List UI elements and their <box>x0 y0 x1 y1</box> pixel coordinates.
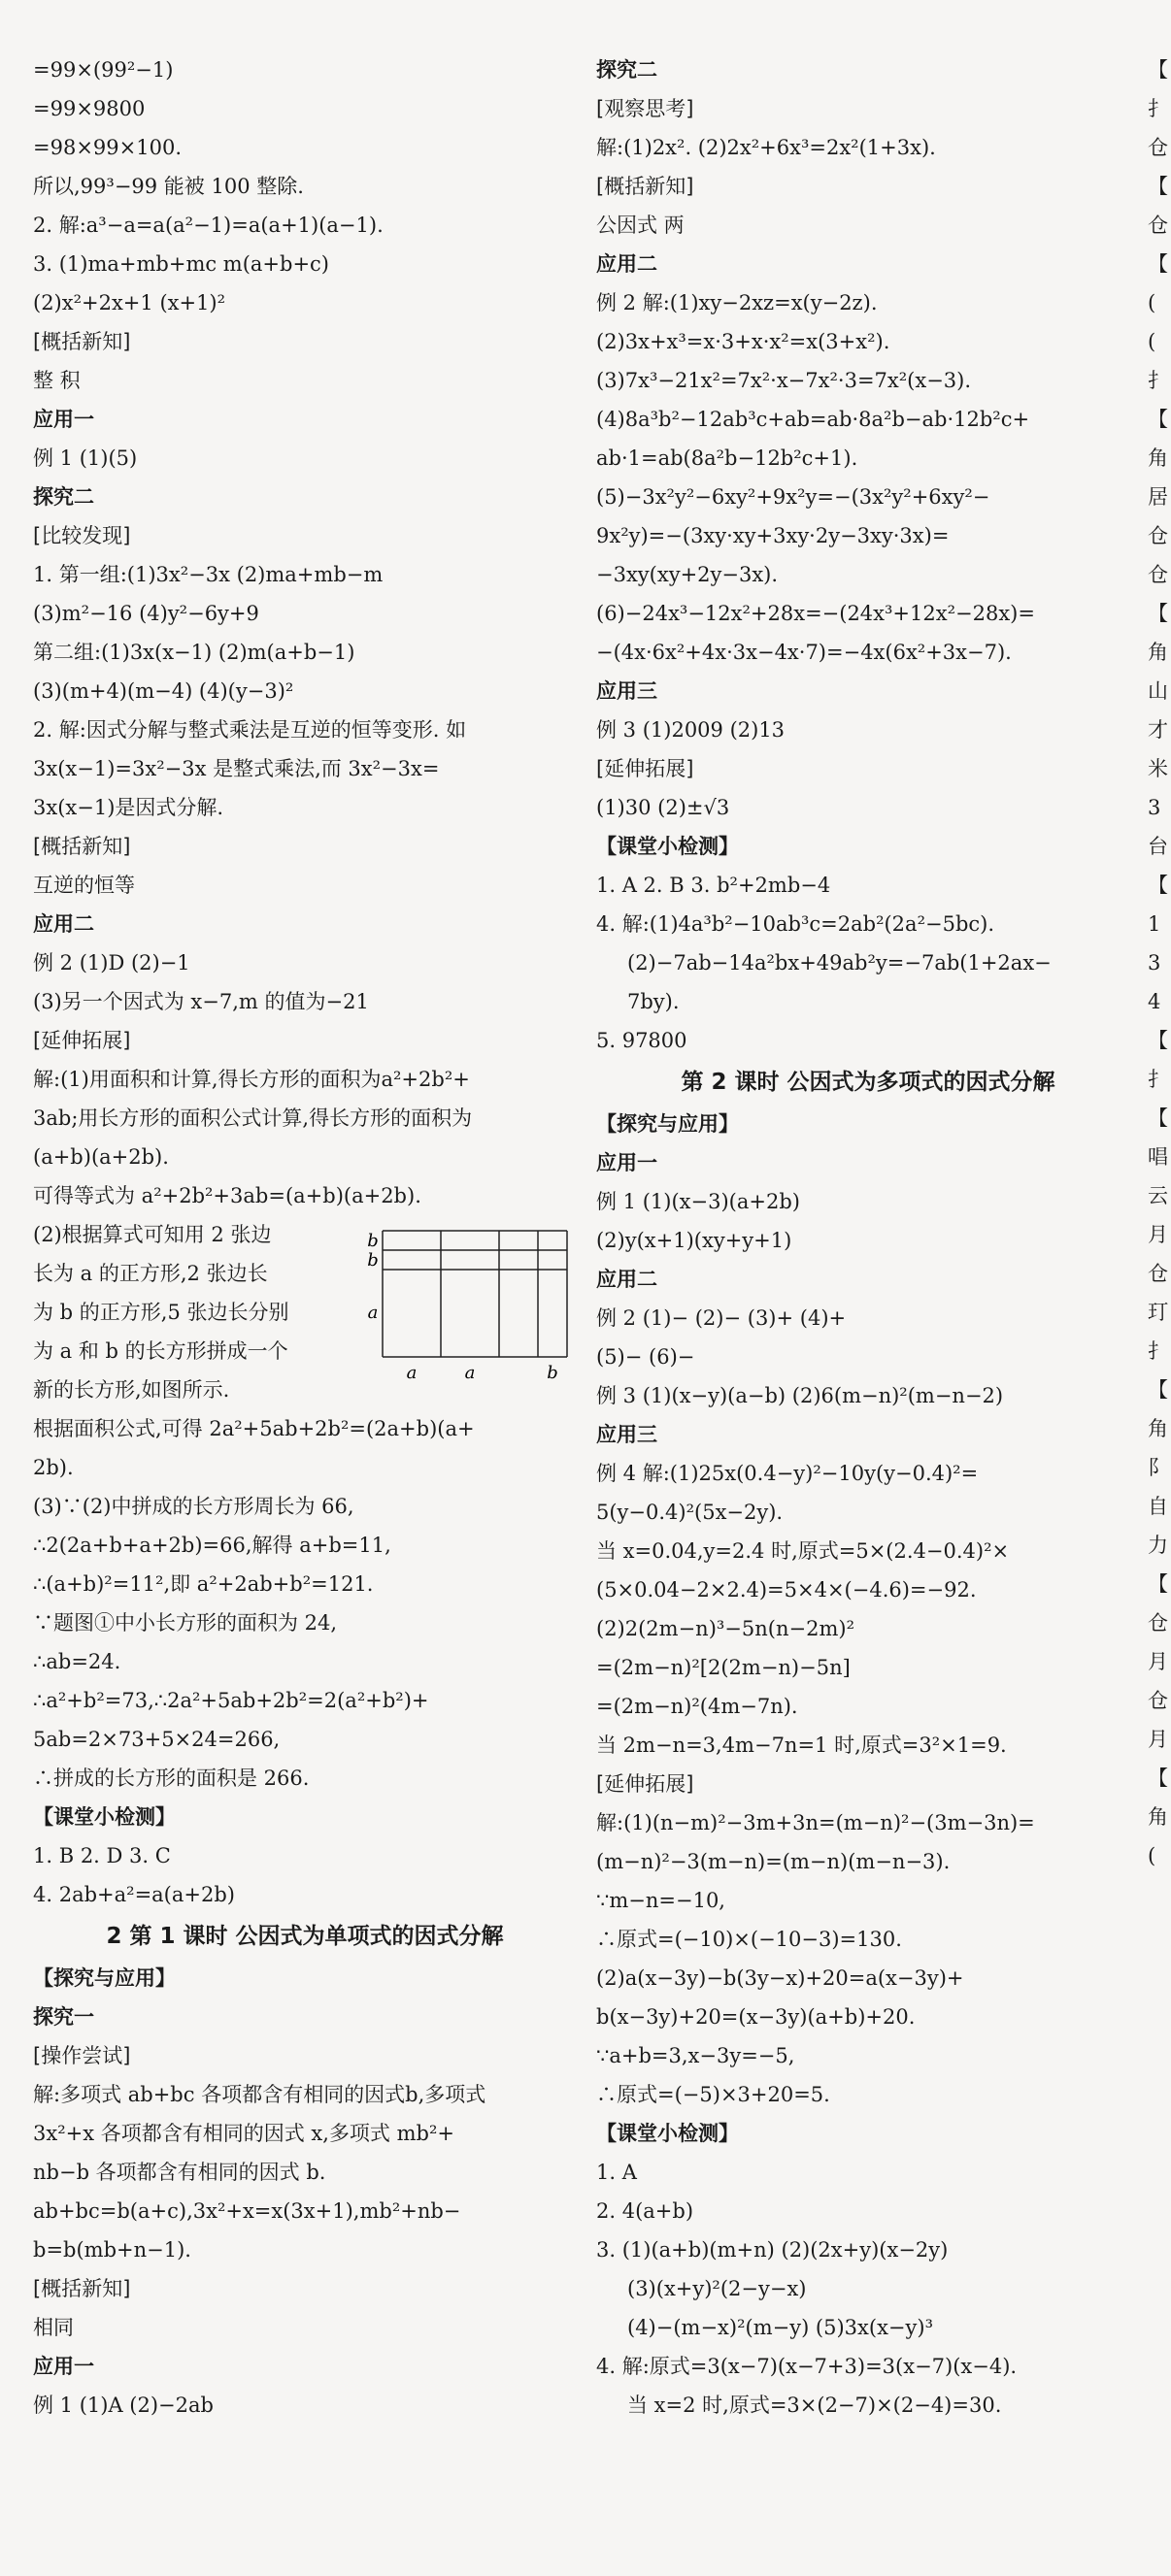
cropped-char: 仓 <box>1148 524 1168 547</box>
cropped-char: 1 <box>1148 912 1161 936</box>
text-line: 解:多项式 ab+bc 各项都含有相同的因式b,多项式 <box>33 2083 486 2106</box>
text-line: 例 2 (1)D (2)−1 <box>33 951 190 974</box>
text-line: −3xy(xy+2y−3x). <box>596 563 779 586</box>
text-line: 例 1 (1)(x−3)(a+2b) <box>596 1190 800 1213</box>
cropped-char: 【 <box>1148 1029 1168 1052</box>
text-line: (1)30 (2)±√3 <box>596 796 730 819</box>
text-line: =(2m−n)²(4m−7n). <box>596 1695 798 1718</box>
figure-block <box>33 1215 577 1409</box>
cropped-char: 阝 <box>1148 1456 1168 1479</box>
text-line: nb−b 各项都含有相同的因式 b. <box>33 2161 326 2184</box>
text-line: 第二组:(1)3x(x−1) (2)m(a+b−1) <box>33 641 355 664</box>
section-heading: 应用三 <box>596 679 657 703</box>
section-heading: 【探究与应用】 <box>596 1112 739 1136</box>
text-line: ∵题图①中小长方形的面积为 24, <box>33 1611 338 1635</box>
lesson-title: 2 第 1 课时 公因式为单项式的因式分解 <box>106 1924 504 1949</box>
text-line: (3)m²−16 (4)y²−6y+9 <box>33 602 259 625</box>
cropped-char: 4 <box>1148 990 1161 1013</box>
figure-label: a <box>367 1303 379 1323</box>
section-heading: 应用二 <box>596 1268 657 1291</box>
cropped-char: 扌 <box>1148 369 1168 392</box>
text-line: ∴原式=(−10)×(−10−3)=130. <box>596 1928 902 1951</box>
text-line: (2)2(2m−n)³−5n(n−2m)² <box>596 1617 854 1640</box>
text-line: (2)y(x+1)(xy+y+1) <box>596 1229 792 1252</box>
section-heading: 【探究与应用】 <box>33 1966 176 1990</box>
text-line: (m−n)²−3(m−n)=(m−n)(m−n−3). <box>596 1850 951 1873</box>
cropped-char: 角 <box>1148 1805 1168 1829</box>
section-heading: 探究一 <box>33 2005 94 2029</box>
subsection-label: [比较发现] <box>33 524 131 547</box>
cropped-char: 扌 <box>1148 1339 1168 1363</box>
text-line: 7by). <box>627 990 680 1013</box>
text-line: 相同 <box>33 2316 74 2339</box>
cropped-char: 仓 <box>1148 1611 1168 1635</box>
section-heading: 探究二 <box>33 485 94 509</box>
text-line: (4)−(m−x)²(m−y) (5)3x(x−y)³ <box>627 2316 933 2339</box>
text-line: 例 1 (1)(5) <box>33 446 138 470</box>
text-line: b(x−3y)+20=(x−3y)(a+b)+20. <box>596 2005 916 2029</box>
text-line: 互逆的恒等 <box>33 874 135 897</box>
text-line: (5)− (6)− <box>596 1345 695 1369</box>
text-line: 当 x=0.04,y=2.4 时,原式=5×(2.4−0.4)²× <box>596 1539 1010 1563</box>
subsection-label: [概括新知] <box>33 2277 131 2300</box>
cropped-char: 月 <box>1148 1650 1168 1673</box>
text-line: b=b(mb+n−1). <box>33 2238 191 2262</box>
text-line: 长为 a 的正方形,2 张边长 <box>33 1262 268 1285</box>
text-line: (2)3x+x³=x·3+x·x²=x(3+x²). <box>596 330 890 353</box>
tiling-diagram <box>363 1221 577 1386</box>
cropped-char: 【 <box>1148 252 1168 276</box>
section-heading: 应用一 <box>33 408 94 431</box>
text-line: ∴(a+b)²=11²,即 a²+2ab+b²=121. <box>33 1572 374 1596</box>
text-line: 所以,99³−99 能被 100 整除. <box>33 175 304 198</box>
text-line: 1. B 2. D 3. C <box>33 1844 171 1867</box>
figure-caption-text <box>33 1215 355 1409</box>
text-line: (5×0.04−2×2.4)=5×4×(−4.6)=−92. <box>596 1578 977 1602</box>
text-line: (2)根据算式可知用 2 张边 <box>33 1223 272 1246</box>
section-heading: 应用一 <box>596 1151 657 1174</box>
text-line: 4. 解:原式=3(x−7)(x−7+3)=3(x−7)(x−4). <box>596 2355 1018 2378</box>
cropped-char: 【 <box>1148 58 1168 82</box>
section-heading: 应用二 <box>33 912 94 936</box>
figure-label: b <box>547 1363 558 1383</box>
subsection-label: [延伸拓展] <box>596 757 694 780</box>
text-line: 2. 解:因式分解与整式乘法是互逆的恒等变形. 如 <box>33 718 467 742</box>
cropped-char: 自 <box>1148 1495 1168 1518</box>
text-line: 可得等式为 a²+2b²+3ab=(a+b)(a+2b). <box>33 1184 421 1207</box>
text-line: =98×99×100. <box>33 136 182 159</box>
subsection-label: [概括新知] <box>596 175 694 198</box>
text-line: 1. A <box>596 2161 637 2184</box>
cropped-char: 【 <box>1148 408 1168 431</box>
text-line: 5. 97800 <box>596 1029 687 1052</box>
cropped-char: 山 <box>1148 679 1168 703</box>
column-3-cropped <box>1148 50 1171 1875</box>
cropped-char: 【 <box>1148 1572 1168 1596</box>
text-line: ∴a²+b²=73,∴2a²+5ab+2b²=2(a²+b²)+ <box>33 1689 429 1712</box>
text-line: 解:(1)(n−m)²−3m+3n=(m−n)²−(3m−3n)= <box>596 1811 1035 1834</box>
cropped-char: 扌 <box>1148 1068 1168 1091</box>
text-line: 9x²y)=−(3xy·xy+3xy·2y−3xy·3x)= <box>596 524 950 547</box>
text-line: ∵m−n=−10, <box>596 1889 725 1912</box>
cropped-char: 【 <box>1148 175 1168 198</box>
figure-label: a <box>464 1363 476 1383</box>
text-line: 根据面积公式,可得 2a²+5ab+2b²=(2a+b)(a+ <box>33 1417 475 1440</box>
cropped-char: 【 <box>1148 874 1168 897</box>
column-1 <box>33 50 577 2425</box>
cropped-char: 玎 <box>1148 1301 1168 1324</box>
text-line: 1. 第一组:(1)3x²−3x (2)ma+mb−m <box>33 563 384 586</box>
cropped-char: 仓 <box>1148 136 1168 159</box>
rectangle-tiling-figure <box>363 1221 577 1386</box>
cropped-char: 力 <box>1148 1534 1168 1557</box>
text-line: 3x(x−1)是因式分解. <box>33 796 224 819</box>
cropped-char: 3 <box>1148 951 1161 974</box>
text-line: 4. 2ab+a²=a(a+2b) <box>33 1883 235 1906</box>
text-line: (5)−3x²y²−6xy²+9x²y=−(3x²y²+6xy²− <box>596 485 990 509</box>
subsection-label: [延伸拓展] <box>596 1772 694 1796</box>
text-line: ∵a+b=3,x−3y=−5, <box>596 2044 795 2067</box>
text-line: 例 4 解:(1)25x(0.4−y)²−10y(y−0.4)²= <box>596 1462 979 1485</box>
cropped-char: 仓 <box>1148 214 1168 237</box>
text-line: 例 2 (1)− (2)− (3)+ (4)+ <box>596 1306 847 1330</box>
section-heading: 【课堂小检测】 <box>33 1805 176 1829</box>
text-line: 1. A 2. B 3. b²+2mb−4 <box>596 874 831 897</box>
cropped-char: 角 <box>1148 1417 1168 1440</box>
text-line: 3x²+x 各项都含有相同的因式 x,多项式 mb²+ <box>33 2122 454 2145</box>
text-line: 3ab;用长方形的面积公式计算,得长方形的面积为 <box>33 1106 473 1130</box>
text-line: 例 3 (1)(x−y)(a−b) (2)6(m−n)²(m−n−2) <box>596 1384 1004 1407</box>
text-line: ∴原式=(−5)×3+20=5. <box>596 2083 830 2106</box>
text-line: (3)另一个因式为 x−7,m 的值为−21 <box>33 990 369 1013</box>
text-line: 5ab=2×73+5×24=266, <box>33 1728 281 1751</box>
text-line: 例 3 (1)2009 (2)13 <box>596 718 786 742</box>
text-line: 2. 4(a+b) <box>596 2199 694 2223</box>
figure-label: b <box>367 1250 379 1271</box>
text-line: (6)−24x³−12x²+28x=−(24x³+12x²−28x)= <box>596 602 1035 625</box>
section-heading: 【课堂小检测】 <box>596 2122 739 2145</box>
cropped-char: 仓 <box>1148 1262 1168 1285</box>
cropped-char: 居 <box>1148 485 1168 509</box>
text-line: =99×9800 <box>33 97 146 120</box>
text-line: 解:(1)用面积和计算,得长方形的面积为a²+2b²+ <box>33 1068 470 1091</box>
text-line: (3)∵(2)中拼成的长方形周长为 66, <box>33 1495 354 1518</box>
text-line: (2)a(x−3y)−b(3y−x)+20=a(x−3y)+ <box>596 1966 964 1990</box>
cropped-char: 才 <box>1148 718 1168 742</box>
text-line: ab+bc=b(a+c),3x²+x=x(3x+1),mb²+nb− <box>33 2199 461 2223</box>
cropped-char: 月 <box>1148 1728 1168 1751</box>
text-line: ∴拼成的长方形的面积是 266. <box>33 1767 310 1790</box>
subsection-label: [观察思考] <box>596 97 694 120</box>
figure-label: b <box>367 1231 379 1251</box>
cropped-char: ( <box>1148 1844 1156 1867</box>
cropped-char: 唱 <box>1148 1145 1168 1169</box>
text-line: =(2m−n)²[2(2m−n)−5n] <box>596 1656 851 1679</box>
cropped-char: 云 <box>1148 1184 1168 1207</box>
cropped-char: 角 <box>1148 641 1168 664</box>
text-line: (3)7x³−21x²=7x²·x−7x²·3=7x²(x−3). <box>596 369 972 392</box>
text-line: ∴ab=24. <box>33 1650 121 1673</box>
cropped-char: 角 <box>1148 446 1168 470</box>
subsection-label: [操作尝试] <box>33 2044 131 2067</box>
text-line: 2b). <box>33 1456 74 1479</box>
subsection-label: [延伸拓展] <box>33 1029 131 1052</box>
text-line: 当 2m−n=3,4m−7n=1 时,原式=3²×1=9. <box>596 1734 1007 1757</box>
cropped-char: 米 <box>1148 757 1168 780</box>
text-line: (3)(x+y)²(2−y−x) <box>627 2277 807 2300</box>
cropped-char: 【 <box>1148 1378 1168 1402</box>
text-line: 整 积 <box>33 369 81 392</box>
text-line: (2)−7ab−14a²bx+49ab²y=−7ab(1+2ax− <box>627 951 1052 974</box>
text-line: 公因式 两 <box>596 214 685 237</box>
text-line: 4. 解:(1)4a³b²−10ab³c=2ab²(2a²−5bc). <box>596 912 995 936</box>
section-heading: 探究二 <box>596 58 657 82</box>
subsection-label: [概括新知] <box>33 835 131 858</box>
cropped-char: 扌 <box>1148 97 1168 120</box>
cropped-char: 仓 <box>1148 563 1168 586</box>
text-line: 2. 解:a³−a=a(a²−1)=a(a+1)(a−1). <box>33 214 384 237</box>
text-line: −(4x·6x²+4x·3x−4x·7)=−4x(6x²+3x−7). <box>596 641 1012 664</box>
text-line: 新的长方形,如图所示. <box>33 1378 230 1402</box>
text-line: (4)8a³b²−12ab³c+ab=ab·8a²b−ab·12b²c+ <box>596 408 1030 431</box>
text-line: 例 1 (1)A (2)−2ab <box>33 2394 214 2417</box>
text-line: (a+b)(a+2b). <box>33 1145 169 1169</box>
cropped-char: ( <box>1148 330 1156 353</box>
lesson-title: 第 2 课时 公因式为多项式的因式分解 <box>681 1070 1055 1095</box>
text-line: 当 x=2 时,原式=3×(2−7)×(2−4)=30. <box>627 2394 1002 2417</box>
text-line: =99×(99²−1) <box>33 58 174 82</box>
cropped-char: 月 <box>1148 1223 1168 1246</box>
section-heading: 应用二 <box>596 252 657 276</box>
text-line: ab·1=ab(8a²b−12b²c+1). <box>596 446 858 470</box>
cropped-char: 台 <box>1148 835 1168 858</box>
cropped-char: 仓 <box>1148 1689 1168 1712</box>
cropped-char: 【 <box>1148 1767 1168 1790</box>
text-line: (3)(m+4)(m−4) (4)(y−3)² <box>33 679 294 703</box>
section-heading: 【课堂小检测】 <box>596 835 739 858</box>
text-line: 为 a 和 b 的长方形拼成一个 <box>33 1339 288 1363</box>
cropped-char: 【 <box>1148 1106 1168 1130</box>
cropped-char: 3 <box>1148 796 1161 819</box>
cropped-char: ( <box>1148 291 1156 314</box>
section-heading: 应用三 <box>596 1423 657 1446</box>
figure-label: a <box>406 1363 418 1383</box>
text-line: 例 2 解:(1)xy−2xz=x(y−2z). <box>596 291 878 314</box>
text-line: ∴2(2a+b+a+2b)=66,解得 a+b=11, <box>33 1534 391 1557</box>
text-line: 3. (1)(a+b)(m+n) (2)(2x+y)(x−2y) <box>596 2238 949 2262</box>
cropped-char: 【 <box>1148 602 1168 625</box>
section-heading: 应用一 <box>33 2355 94 2378</box>
text-line: 3x(x−1)=3x²−3x 是整式乘法,而 3x²−3x= <box>33 757 440 780</box>
text-line: (2)x²+2x+1 (x+1)² <box>33 291 226 314</box>
text-line: 为 b 的正方形,5 张边长分别 <box>33 1301 289 1324</box>
text-line: 3. (1)ma+mb+mc m(a+b+c) <box>33 252 330 276</box>
subsection-label: [概括新知] <box>33 330 131 353</box>
text-line: 5(y−0.4)²(5x−2y). <box>596 1501 784 1524</box>
column-2 <box>596 50 1140 2425</box>
text-line: 解:(1)2x². (2)2x²+6x³=2x²(1+3x). <box>596 136 936 159</box>
